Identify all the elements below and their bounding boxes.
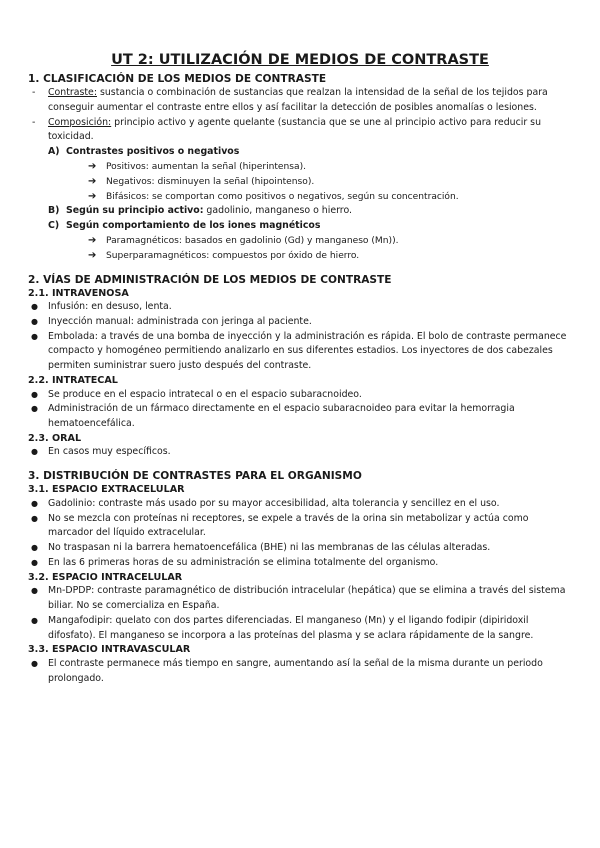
list-item-text: Negativos: disminuyen la señal (hipointenso). <box>106 176 315 187</box>
bullet-icon: ● <box>31 302 38 312</box>
list-item <box>28 234 572 249</box>
section-1-heading: 1. CLASIFICACIÓN DE LOS MEDIOS DE CONTRASTE <box>28 73 327 85</box>
subsection-b-label: Según su principio activo: <box>66 205 204 217</box>
arrow-icon: ➔ <box>88 234 97 246</box>
spacer <box>28 460 572 469</box>
bullet-icon: ● <box>31 543 38 553</box>
section-2-heading: 2. VÍAS DE ADMINISTRACIÓN DE LOS MEDIOS DE CONTRASTE <box>28 273 392 286</box>
list-item-text: Administración de un fármaco directamente en el espacio subaracnoideo para evitar la hemorragia hematoencefálica. <box>48 403 515 430</box>
list-item <box>28 175 572 190</box>
list-item <box>28 190 572 205</box>
list-item-text: Gadolinio: contraste más usado por su mayor accesibilidad, alta tolerancia y sencillez en el uso. <box>48 497 500 509</box>
subsection-a-letter: A) <box>48 146 60 158</box>
bullet-icon: ● <box>31 557 38 567</box>
list-item <box>28 445 572 460</box>
subsection-a-label: Contrastes positivos o negativos <box>66 146 240 158</box>
contraste-text: sustancia o combinación de sustancias que realzan la intensidad de la señal de los tejidos para conseguir aumentar el contraste entre ellos y así facilitar la detección de posibles anomalías o lesiones. <box>48 87 548 113</box>
bullet-icon: ● <box>31 447 38 457</box>
bullet-icon: ● <box>31 658 38 668</box>
list-item-text: En las 6 primeras horas de su administración se elimina totalmente del organismo. <box>48 556 439 568</box>
list-item <box>28 249 572 264</box>
contraste-definition <box>28 86 572 116</box>
subsection-heading: 3.3. ESPACIO INTRAVASCULAR <box>28 644 191 656</box>
list-item <box>28 300 572 315</box>
subsection-heading: 3.1. ESPACIO EXTRACELULAR <box>28 484 185 496</box>
arrow-icon: ➔ <box>88 175 97 187</box>
list-item-text: No se mezcla con proteínas ni receptores, se expele a través de la orina sin metabolizar y actúa como marcador del líquido extracelular. <box>48 512 529 539</box>
list-item-text: En casos muy específicos. <box>48 446 171 458</box>
list-item <box>28 657 572 687</box>
arrow-icon: ➔ <box>88 160 97 172</box>
subsection-heading: 2.2. INTRATECAL <box>28 375 118 387</box>
bullet-icon: ● <box>31 331 38 341</box>
arrow-icon: ➔ <box>88 190 97 202</box>
list-item <box>28 388 572 403</box>
list-item-text: Mn-DPDP: contraste paramagnético de distribución intracelular (hepática) que se elimina a través del sistema biliar. No se comercializa en España. <box>48 585 566 612</box>
list-item <box>28 584 572 614</box>
arrow-icon: ➔ <box>88 249 97 261</box>
subsection-heading: 2.3. ORAL <box>28 432 82 444</box>
list-item-text: Superparamagnéticos: compuestos por óxido de hierro. <box>106 250 360 261</box>
spacer <box>28 264 572 273</box>
dash-marker: - <box>32 116 36 128</box>
list-item-text: Inyección manual: administrada con jeringa al paciente. <box>48 315 312 327</box>
list-item <box>28 497 572 512</box>
contraste-term: Contraste: <box>48 87 97 98</box>
subsection-c-letter: C) <box>48 220 60 232</box>
list-item <box>28 160 572 175</box>
subsection-heading: 2.1. INTRAVENOSA <box>28 287 129 299</box>
list-item <box>28 556 572 571</box>
subsection-heading: 3.2. ESPACIO INTRACELULAR <box>28 571 183 583</box>
list-item <box>28 614 572 644</box>
list-item-text: Positivos: aumentan la señal (hiperintensa). <box>106 161 307 172</box>
list-item <box>28 512 572 542</box>
list-item-text: El contraste permanece más tiempo en sangre, aumentando así la señal de la misma durante un periodo prolongado. <box>48 657 543 684</box>
list-item-text: Mangafodipir: quelato con dos partes diferenciadas. El manganeso (Mn) y el ligando fodipir (dipiridoxil difosfato). El manganeso se incorpora a las proteínas del plasma y se aclara rápidamente de la sangre. <box>48 614 534 641</box>
list-item <box>28 402 572 432</box>
subsection-c <box>28 219 572 234</box>
subsection-b <box>28 204 572 219</box>
composicion-term: Composición: <box>48 116 112 128</box>
list-item-text: Embolada: a través de una bomba de inyección y la administración es rápida. El bolo de contraste permanece compacto y homogéneo permitiendo analizarlo en sus diferentes estadios. Los inyectores de dos cabezales permiten suministrar suero justo después del contraste. <box>48 330 567 372</box>
list-item <box>28 330 572 374</box>
list-item-text: Infusión: en desuso, lenta. <box>48 301 172 313</box>
bullet-icon: ● <box>31 316 38 326</box>
page-title: UT 2: UTILIZACIÓN DE MEDIOS DE CONTRASTE <box>111 52 489 68</box>
bullet-icon: ● <box>31 586 38 596</box>
bullet-icon: ● <box>31 404 38 414</box>
list-item-text: Paramagnéticos: basados en gadolinio (Gd) y manganeso (Mn)). <box>106 235 399 246</box>
list-item-text: No traspasan ni la barrera hematoencefálica (BHE) ni las membranas de las células alteradas. <box>48 542 491 554</box>
bullet-icon: ● <box>31 389 38 399</box>
bullet-icon: ● <box>31 498 38 508</box>
list-item-text: Se produce en el espacio intratecal o en el espacio subaracnoideo. <box>48 388 362 400</box>
list-item-text: Bifásicos: se comportan como positivos o negativos, según su concentración. <box>106 191 459 202</box>
composicion-text: principio activo y agente quelante (sustancia que se une al principio activo para reducir su toxicidad. <box>48 116 542 143</box>
composicion-definition <box>28 116 572 146</box>
list-item <box>28 541 572 556</box>
list-item <box>28 315 572 330</box>
subsection-b-letter: B) <box>48 205 60 217</box>
subsection-c-label: Según comportamiento de los iones magnéticos <box>66 220 321 232</box>
section-3-heading: 3. DISTRIBUCIÓN DE CONTRASTES PARA EL ORGANISMO <box>28 470 362 483</box>
dash-marker: - <box>32 87 36 98</box>
bullet-icon: ● <box>31 615 38 625</box>
bullet-icon: ● <box>31 513 38 523</box>
subsection-b-text: gadolinio, manganeso o hierro. <box>203 205 353 217</box>
subsection-a <box>28 145 572 160</box>
